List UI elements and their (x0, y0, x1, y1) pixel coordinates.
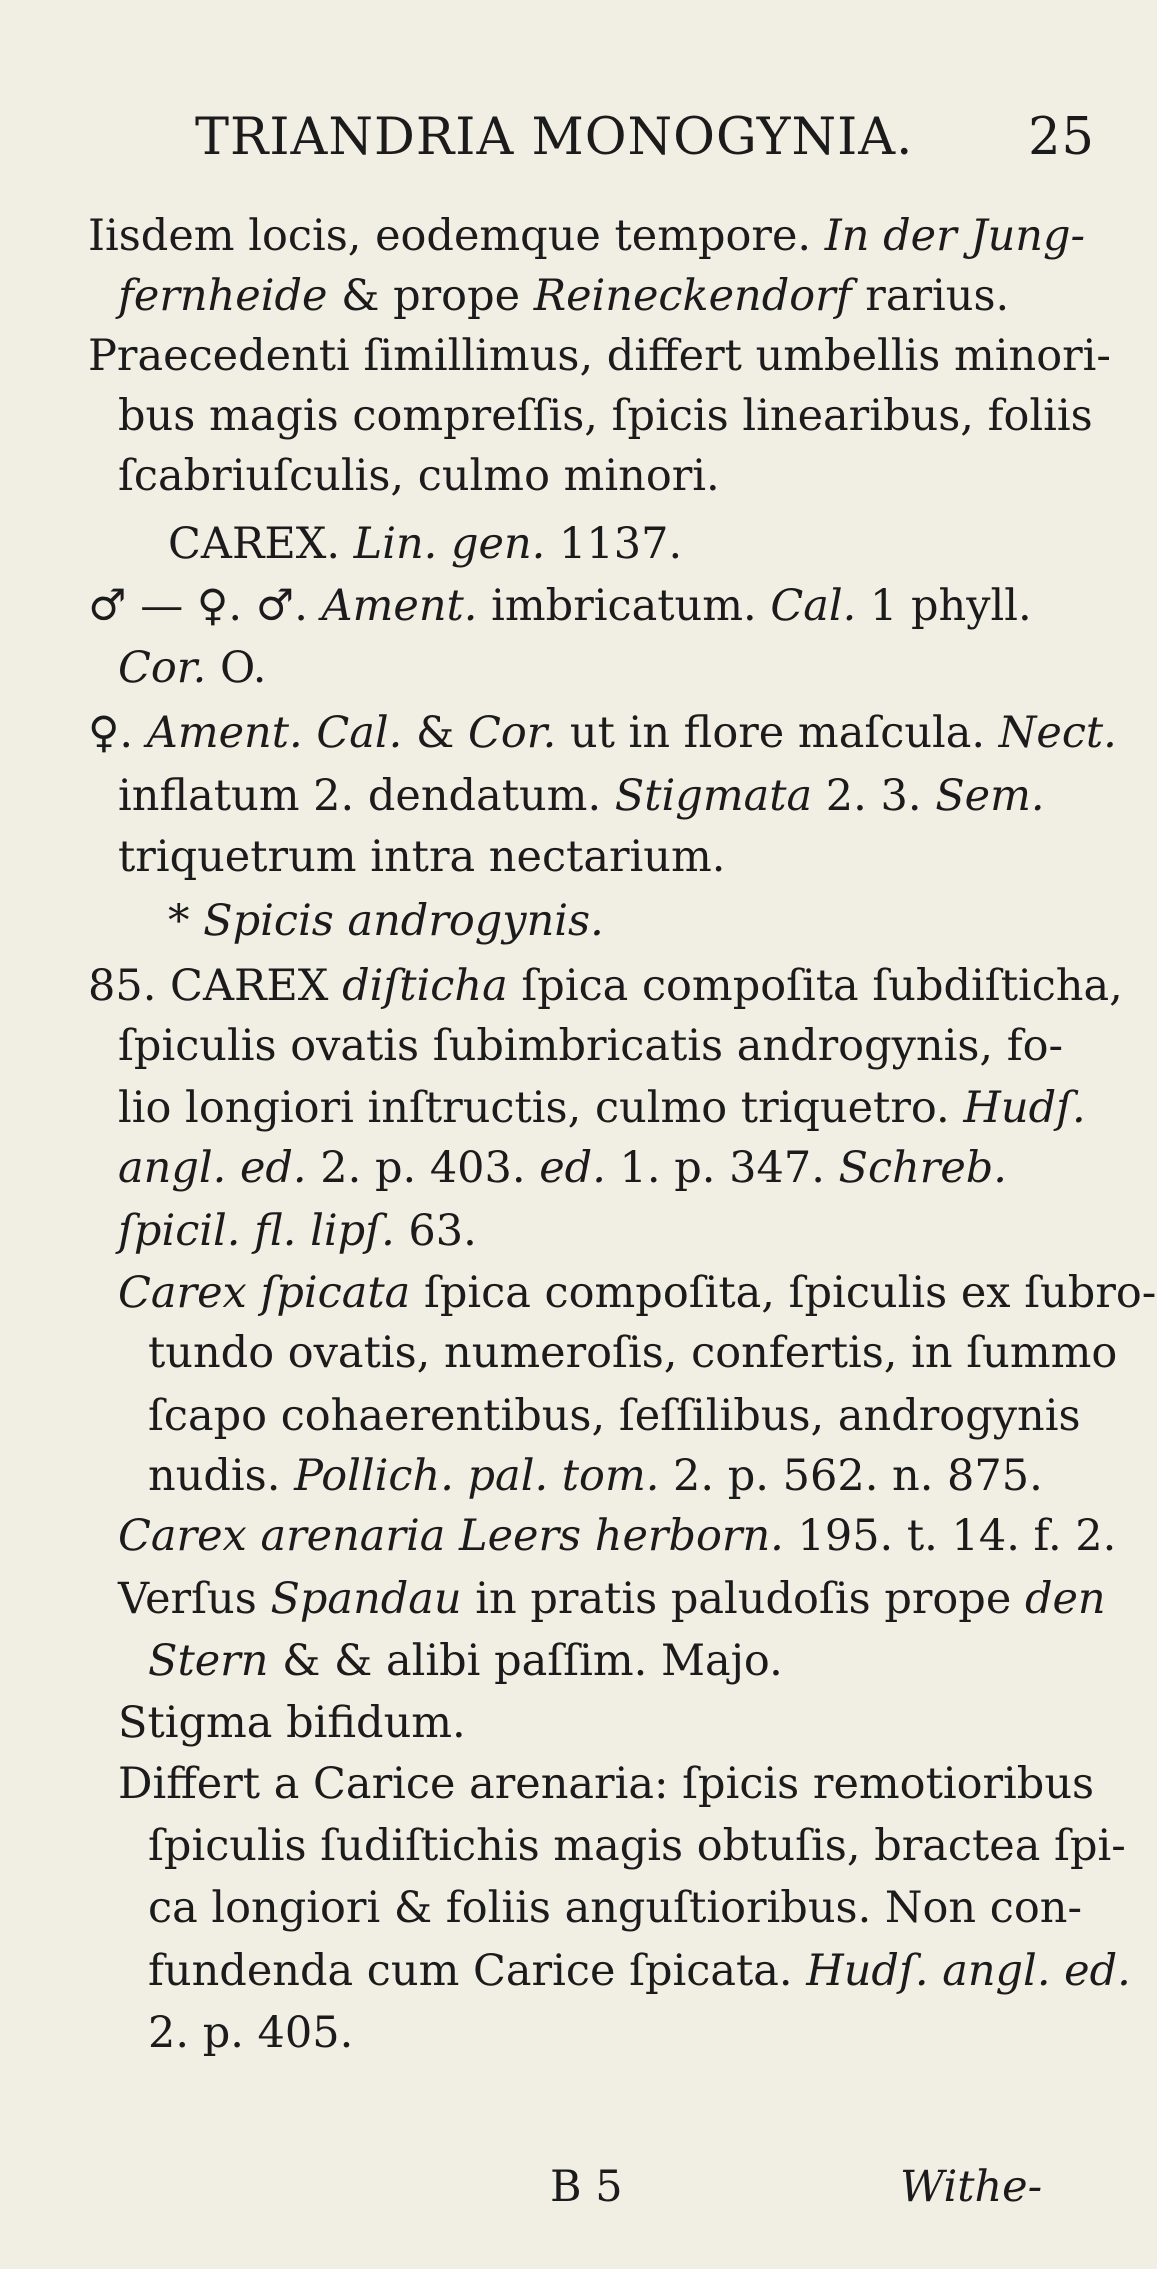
roman-segment: Iisdem locis, eodemque tempore. (88, 211, 825, 261)
text-line (118, 1505, 1116, 1567)
text-line (88, 205, 1085, 267)
roman-segment: O. (206, 643, 267, 693)
text-line (88, 955, 1123, 1017)
text-line (148, 1322, 1117, 1384)
catchword: Withe- (900, 2162, 1043, 2212)
italic-segment: Spicis androgynis. (203, 896, 604, 946)
text-line (168, 890, 604, 952)
text-line (88, 575, 1032, 637)
roman-segment: in pratis paludoſis prope (461, 1574, 1025, 1624)
text-line (88, 702, 1117, 764)
roman-segment: 2. p. 405. (148, 2008, 354, 2058)
italic-segment: Carex arenaria Leers herborn. (118, 1511, 784, 1561)
text-line (148, 1940, 1131, 2002)
italic-segment: Nect. (998, 708, 1117, 758)
roman-segment: & & alibi paſſim. Majo. (268, 1636, 783, 1686)
text-line (118, 1262, 1156, 1324)
roman-segment: ut in flore maſcula. (556, 708, 999, 758)
italic-segment: Ament. (321, 581, 478, 631)
italic-segment: diſticha (342, 961, 508, 1011)
text-line (118, 445, 720, 507)
roman-segment: ſpica compoſita ſubdiſticha, (507, 961, 1123, 1011)
header-title: TRIANDRIA MONOGYNIA. (195, 108, 914, 167)
italic-segment: Hudſ. angl. ed. (806, 1946, 1131, 1996)
roman-segment: imbricatum. (477, 581, 771, 631)
roman-segment: 1 phyll. (856, 581, 1032, 631)
italic-segment: fernheide (118, 271, 328, 321)
italic-segment: Sem. (935, 771, 1045, 821)
italic-segment: Cal. (770, 581, 857, 631)
roman-segment: * (168, 896, 204, 946)
roman-segment: ſcabriuſculis, culmo minori. (118, 451, 720, 501)
italic-segment: Hudſ. (963, 1083, 1086, 1133)
text-line (118, 1568, 1106, 1630)
roman-segment: Stigma bifidum. (118, 1698, 466, 1748)
text-line (118, 826, 725, 888)
roman-segment: ſpica compoſita, ſpiculis ex ſubro- (410, 1268, 1157, 1318)
text-line (118, 1692, 466, 1754)
italic-segment: Cor. (467, 708, 557, 758)
text-line (118, 1015, 1063, 1077)
text-line (118, 1200, 477, 1262)
roman-segment: ſpiculis ſudiſtichis magis obtuſis, bractea ſpi- (148, 1821, 1126, 1871)
text-line (148, 1385, 1081, 1447)
roman-segment: Verſus (118, 1574, 271, 1624)
text-line (118, 385, 1093, 447)
italic-segment: In der Jung- (824, 211, 1086, 261)
text-line (118, 265, 1009, 327)
text-line (148, 1877, 1082, 1939)
text-line (118, 1137, 1007, 1199)
roman-segment: bus magis compreſſis, ſpicis linearibus, foliis (118, 391, 1093, 441)
roman-segment: ♂ — ♀. ♂. (88, 581, 322, 631)
text-line (148, 1630, 783, 1692)
roman-segment: 2. 3. (812, 771, 936, 821)
roman-segment: Differt a Carice arenaria: ſpicis remotioribus (118, 1759, 1095, 1809)
italic-segment: Spandau (270, 1574, 462, 1624)
roman-segment: ſpiculis ovatis ſubimbricatis androgynis, fo- (118, 1021, 1064, 1071)
roman-segment: inflatum 2. dendatum. (118, 771, 615, 821)
roman-segment: ♀. (88, 708, 147, 758)
italic-segment: Schreb. (838, 1143, 1007, 1193)
roman-segment: nudis. (148, 1451, 295, 1501)
text-line (168, 513, 682, 575)
text-line (88, 325, 1111, 387)
text-line (118, 1753, 1094, 1815)
roman-segment: tundo ovatis, numeroſis, confertis, in ſummo (148, 1328, 1118, 1378)
roman-segment: 85. CAREX (88, 961, 343, 1011)
roman-segment: & prope (327, 271, 534, 321)
running-header (195, 98, 1095, 178)
signature-mark: B 5 (550, 2162, 623, 2212)
roman-segment: 1137. (545, 519, 683, 569)
roman-segment: ſcapo cohaerentibus, ſeſſilibus, androgynis (148, 1391, 1081, 1441)
roman-segment: lio longiori inſtructis, culmo triquetro. (118, 1083, 964, 1133)
roman-segment: Praecedenti ſimillimus, differt umbellis minori- (88, 331, 1111, 381)
text-line (118, 637, 266, 699)
roman-segment: rarius. (851, 271, 1010, 321)
text-line (118, 765, 1045, 827)
roman-segment: 1. p. 347. (605, 1143, 839, 1193)
roman-segment: triquetrum intra nectarium. (118, 832, 726, 882)
roman-segment: 195. t. 14. f. 2. (783, 1511, 1117, 1561)
roman-segment: ca longiori & foliis anguſtioribus. Non con- (148, 1883, 1082, 1933)
italic-segment: ſpicil. fl. lipſ. (118, 1206, 395, 1256)
italic-segment: Stigmata (614, 771, 813, 821)
text-line (118, 1077, 1086, 1139)
text-line (148, 1815, 1126, 1877)
page-number: 25 (1028, 108, 1095, 167)
roman-segment: CAREX. (168, 519, 354, 569)
italic-segment: Reineckendorf (533, 271, 852, 321)
italic-segment: ed. (539, 1143, 606, 1193)
roman-segment: 63. (394, 1206, 477, 1256)
italic-segment: angl. ed. (118, 1143, 307, 1193)
text-line (148, 2002, 353, 2064)
roman-segment: & (402, 708, 468, 758)
italic-segment: Ament. Cal. (146, 708, 403, 758)
italic-segment: Cor. (118, 643, 207, 693)
italic-segment: Stern (148, 1636, 269, 1686)
italic-segment: Carex ſpicata (118, 1268, 411, 1318)
italic-segment: Lin. gen. (353, 519, 546, 569)
italic-segment: Pollich. pal. tom. (294, 1451, 660, 1501)
roman-segment: fundenda cum Carice ſpicata. (148, 1946, 807, 1996)
text-line (148, 1445, 1043, 1507)
roman-segment: 2. p. 403. (306, 1143, 540, 1193)
italic-segment: den (1024, 1574, 1106, 1624)
roman-segment: 2. p. 562. n. 875. (659, 1451, 1043, 1501)
